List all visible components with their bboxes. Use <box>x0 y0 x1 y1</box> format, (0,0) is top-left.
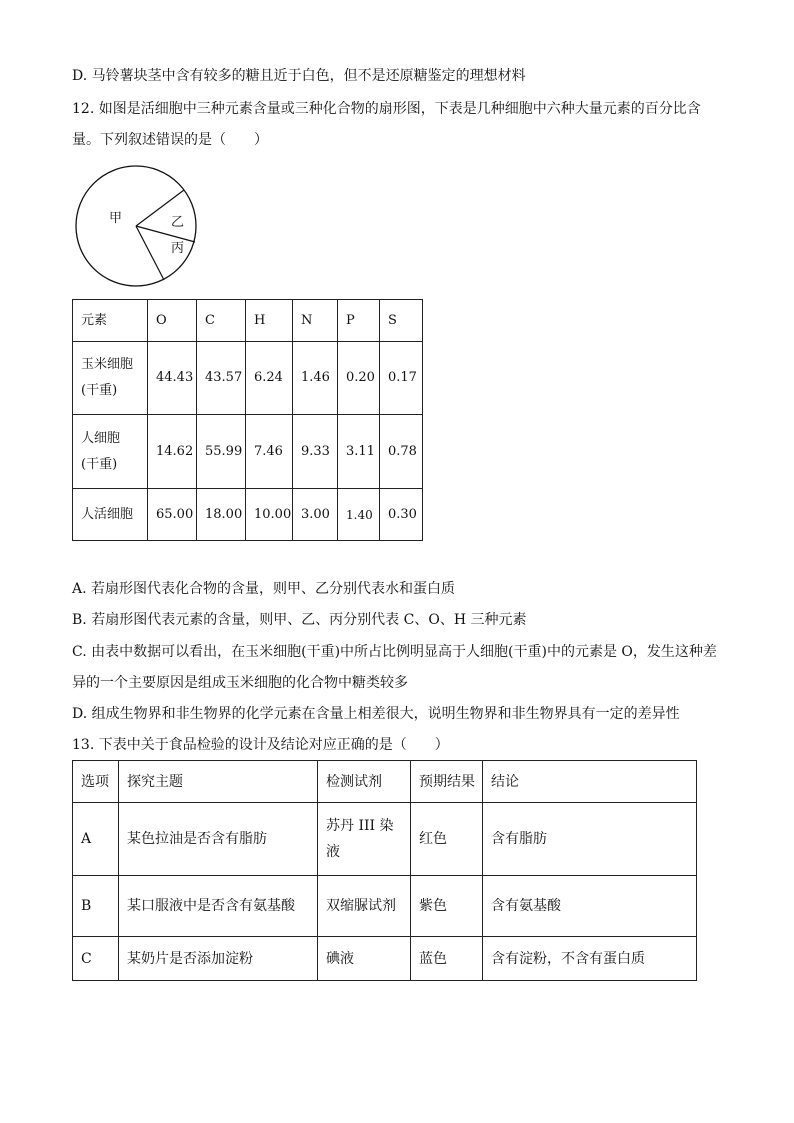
header-cell: 预期结果 <box>411 761 483 803</box>
q12-option-b: B. 若扇形图代表元素的含量，则甲、乙、丙分别代表 C、O、H 三种元素 <box>72 612 527 628</box>
value-cell: 10.00 <box>246 489 293 541</box>
value-cell: 65.00 <box>148 489 197 541</box>
table-row <box>73 876 697 937</box>
topic-cell: 某口服液中是否含有氨基酸 <box>119 876 318 937</box>
row-label: 玉米细胞 (干重) <box>73 342 148 415</box>
header-cell: 选项 <box>73 761 119 803</box>
topic-cell: 某色拉油是否含有脂肪 <box>119 803 318 876</box>
element-table <box>72 299 423 541</box>
value-cell: 1.40 <box>338 489 380 541</box>
option-cell: A <box>73 803 119 876</box>
q12-option-d: D. 组成生物界和非生物界的化学元素在含量上相差很大，说明生物界和非生物界具有一定的差异性 <box>72 706 680 722</box>
conclusion-cell: 含有淀粉，不含有蛋白质 <box>483 937 697 981</box>
value-cell: 0.17 <box>380 342 423 415</box>
header-cell: C <box>197 300 246 342</box>
row-label: 人活细胞 <box>73 489 148 541</box>
value-cell: 1.46 <box>293 342 338 415</box>
food-test-header <box>73 761 697 803</box>
food-test-table <box>72 760 697 981</box>
value-cell: 0.30 <box>380 489 423 541</box>
q12-option-c-line2: 异的一个主要原因是组成玉米细胞的化合物中糖类较多 <box>72 675 408 691</box>
header-cell: 结论 <box>483 761 697 803</box>
pie-label-bing: 丙 <box>171 241 185 256</box>
q12-option-c-line1: C. 由表中数据可以看出，在玉米细胞(干重)中所占比例明显高于人细胞(干重)中的元素是 O，发生这种差 <box>72 644 717 660</box>
value-cell: 43.57 <box>197 342 246 415</box>
q12-option-a: A. 若扇形图代表化合物的含量，则甲、乙分别代表水和蛋白质 <box>72 581 456 597</box>
pie-chart <box>74 164 204 288</box>
header-cell: N <box>293 300 338 342</box>
q12-stem-line1: 12. 如图是活细胞中三种元素含量或三种化合物的扇形图，下表是几种细胞中六种大量元素的百分比含 <box>72 101 701 117</box>
q11-option-d: D. 马铃薯块茎中含有较多的糖且近于白色，但不是还原糖鉴定的理想材料 <box>72 68 526 84</box>
table-row <box>73 937 697 981</box>
result-cell: 紫色 <box>411 876 483 937</box>
table-row <box>73 342 423 415</box>
option-cell: C <box>73 937 119 981</box>
conclusion-cell: 含有脂肪 <box>483 803 697 876</box>
value-cell: 0.78 <box>380 415 423 489</box>
table-row <box>73 489 423 541</box>
q12-stem-line2: 量。下列叙述错误的是（ ） <box>72 132 268 148</box>
value-cell: 6.24 <box>246 342 293 415</box>
header-cell: 元素 <box>73 300 148 342</box>
pie-divider-3 <box>136 226 164 280</box>
table-row <box>73 803 697 876</box>
reagent-cell: 苏丹 III 染 液 <box>318 803 411 876</box>
result-cell: 红色 <box>411 803 483 876</box>
header-cell: O <box>148 300 197 342</box>
value-cell: 44.43 <box>148 342 197 415</box>
option-cell: B <box>73 876 119 937</box>
value-cell: 18.00 <box>197 489 246 541</box>
header-cell: P <box>338 300 380 342</box>
value-cell: 9.33 <box>293 415 338 489</box>
pie-divider-2 <box>136 226 195 242</box>
value-cell: 0.20 <box>338 342 380 415</box>
header-cell: H <box>246 300 293 342</box>
value-cell: 7.46 <box>246 415 293 489</box>
row-label: 人细胞 (干重) <box>73 415 148 489</box>
header-cell: S <box>380 300 423 342</box>
value-cell: 3.11 <box>338 415 380 489</box>
q13-stem: 13. 下表中关于食品检验的设计及结论对应正确的是（ ） <box>72 737 449 753</box>
pie-label-yi: 乙 <box>171 215 185 230</box>
result-cell: 蓝色 <box>411 937 483 981</box>
value-cell: 14.62 <box>148 415 197 489</box>
pie-label-jia: 甲 <box>109 211 123 226</box>
value-cell: 3.00 <box>293 489 338 541</box>
element-table-header <box>73 300 423 342</box>
header-cell: 探究主题 <box>119 761 318 803</box>
value-cell: 55.99 <box>197 415 246 489</box>
table-row <box>73 415 423 489</box>
reagent-cell: 碘液 <box>318 937 411 981</box>
reagent-cell: 双缩脲试剂 <box>318 876 411 937</box>
header-cell: 检测试剂 <box>318 761 411 803</box>
conclusion-cell: 含有氨基酸 <box>483 876 697 937</box>
topic-cell: 某奶片是否添加淀粉 <box>119 937 318 981</box>
